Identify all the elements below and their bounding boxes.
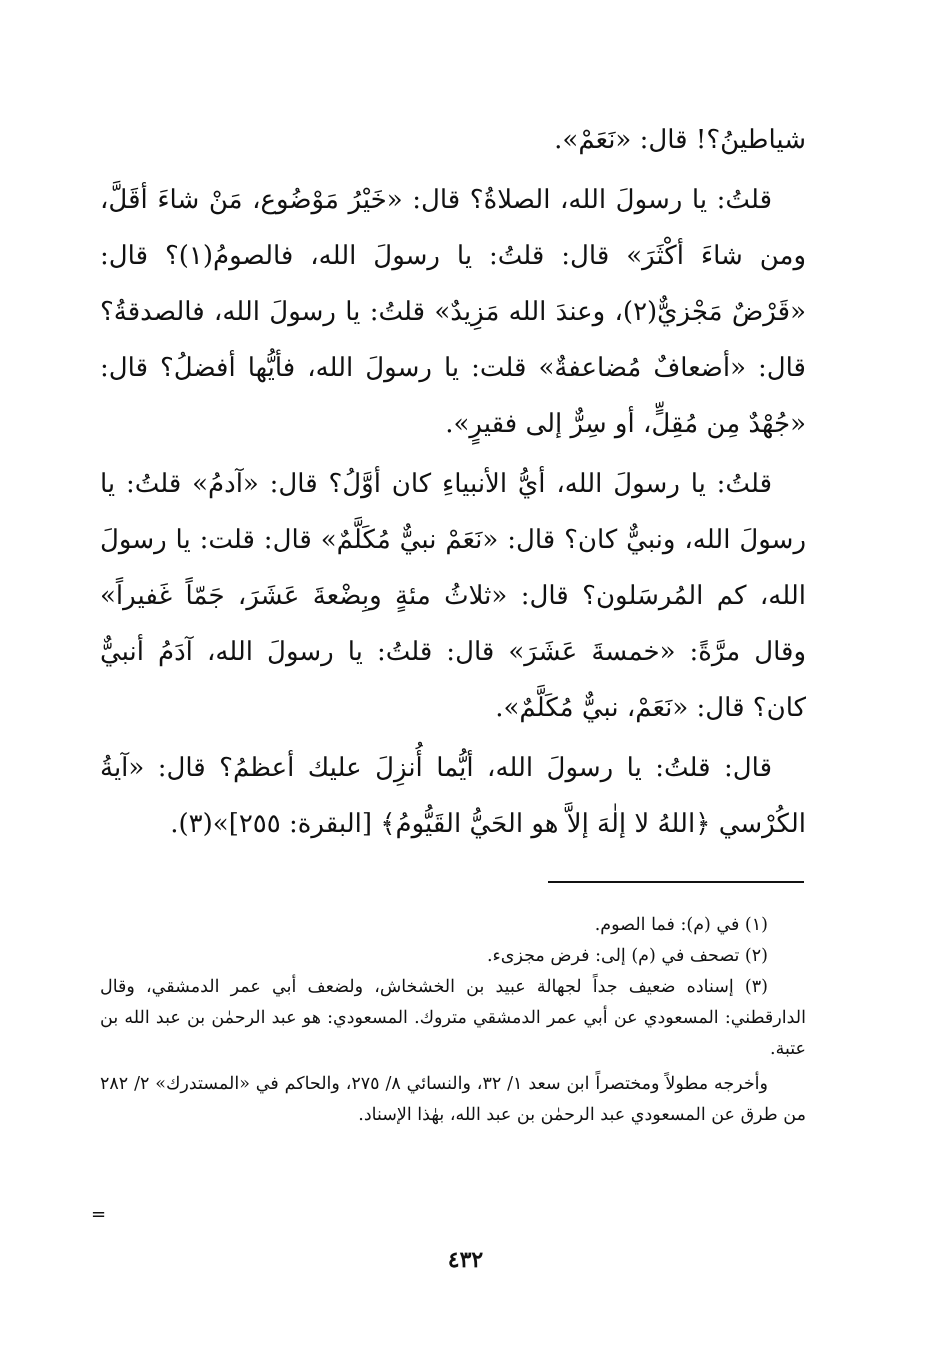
paragraph-2: قلتُ: يا رسولَ الله، الصلاةُ؟ قال: «خَيْرُ مَوْضُوع، مَنْ شاءَ أقَلَّ، ومن شاءَ أكْثَرَ» قال: قلتُ: يا رسولَ الله، فالصومُ(١)؟ قال: «قَرْضٌ مَجْزيٌّ(٢)، وعندَ الله مَزِيدٌ» قلتُ: يا رسولَ الله، فالصدقةُ؟ قال: «أضعافٌ مُضاعفةٌ» قلت: يا رسولَ الله، فأيُّها أفضلُ؟ قال: «جُهْدٌ مِن مُقِلٍّ، أو سِرٌّ إلى فقيرٍ». [100,185,806,439]
footnote-2: (٢) تصحف في (م) إلى: فرض مجزىء. [486,946,768,966]
footnote-1: (١) في (م): فما الصوم. [594,915,768,935]
footnote-3: (٣) إسناده ضعيف جداً لجهالة عبيد بن الخشخاش، ولضعف أبي عمر الدمشقي، وقال الدارقطني: المسعودي عن أبي عمر الدمشقي متروك. المسعودي: هو عبد الرحمٰن بن عبد الله بن عتبة. [100,977,806,1059]
main-text [100,112,806,852]
paragraph-4: قال: قلتُ: يا رسولَ الله، أيُّما أُنزِلَ عليك أعظمُ؟ قال: «آيةُ الكُرْسي ﴿اللهُ لا إلٰهَ إلاَّ هو الحَيُّ القَيُّومُ﴾ [البقرة: ٢٥٥]»(٣). [100,753,806,839]
footnotes [100,910,806,1131]
paragraph-1: شياطينُ؟! قال: «نَعَمْ». [554,125,806,155]
footnote-3-continuation: وأخرجه مطولاً ومختصراً ابن سعد ١/ ٣٢، والنسائي ٨/ ٢٧٥، والحاكم في «المستدرك» ٢/ ٢٨٢ من طرق عن المسعودي عبد الرحمٰن بن عبد الله، بهٰذا الإسناد. [100,1074,806,1125]
footnote-separator [548,881,804,883]
paragraph-3: قلتُ: يا رسولَ الله، أيُّ الأنبياءِ كان أوَّلُ؟ قال: «آدمُ» قلتُ: يا رسولَ الله، ونبيٌّ كان؟ قال: «نَعَمْ نبيٌّ مُكَلَّمٌ» قال: قلت: يا رسولَ الله، كم المُرسَلون؟ قال: «ثلاثُ مئةٍ وبِضْعةَ عَشَرَ، جَمّاً غَفيراً» وقال مرَّةً: «خمسةَ عَشَرَ» قال: قلتُ: يا رسولَ الله، آدَمُ أنبيٌّ كان؟ قال: «نَعَمْ، نبيٌّ مُكَلَّمٌ». [100,469,806,723]
page-number: ٤٣٢ [447,1247,484,1273]
continuation-mark: = [91,1204,107,1225]
